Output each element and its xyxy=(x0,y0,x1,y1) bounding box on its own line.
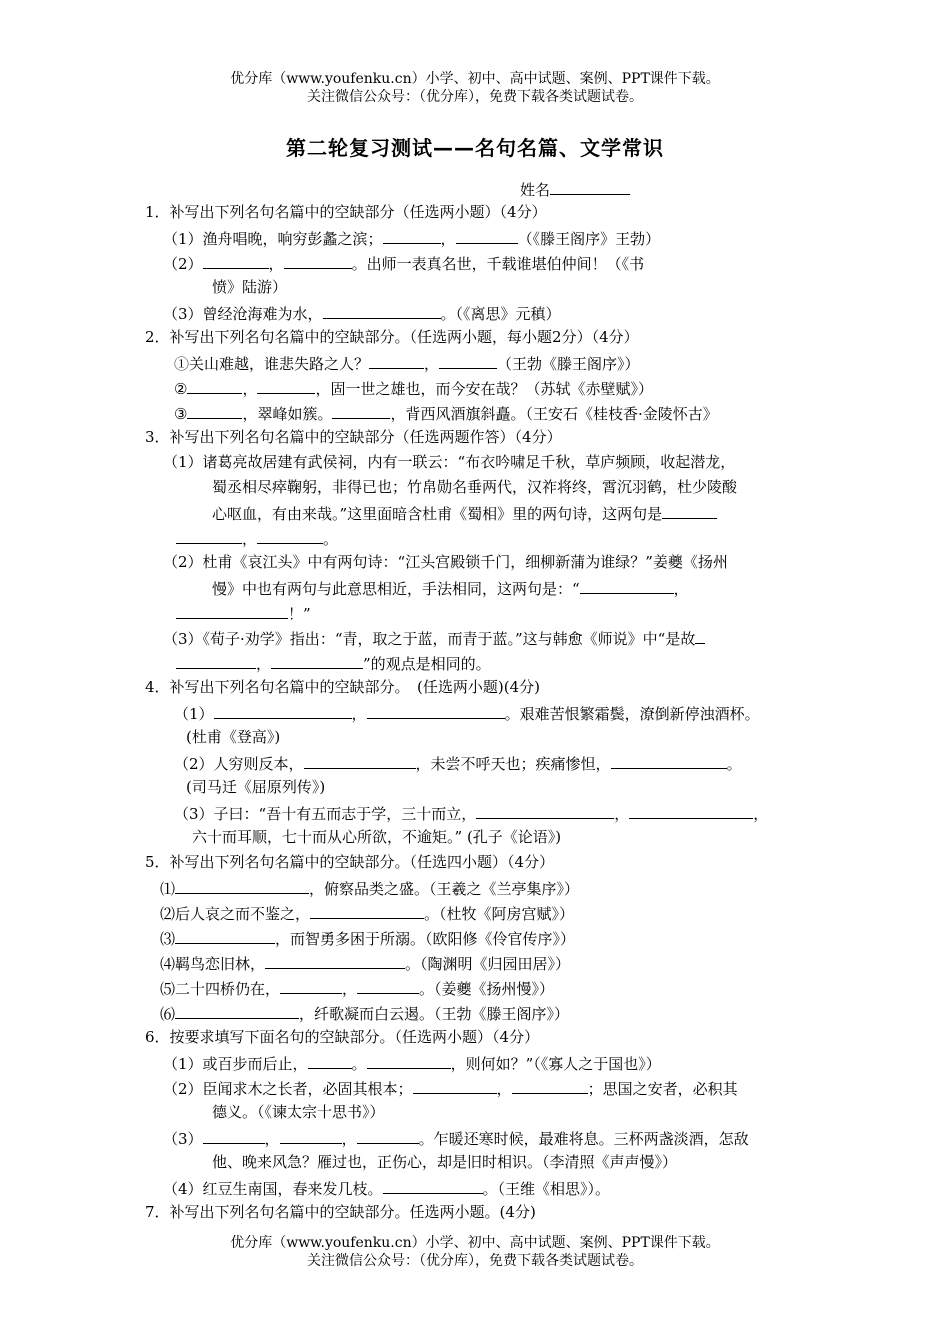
q2-item-1: ①关山难越，谁悲失路之人？ ， （王勃《滕王阁序》） xyxy=(174,352,640,374)
q5-item-5: ⑸二十四桥仍在， ， 。（姜夔《扬州慢》） xyxy=(160,977,554,999)
answer-blank[interactable] xyxy=(176,527,242,544)
answer-blank[interactable] xyxy=(175,927,275,944)
q2-stem: 2．补写出下列名句名篇中的空缺部分。（任选两小题，每小题2分）（4分） xyxy=(145,328,639,346)
q5-item-4: ⑷羁鸟恋旧林， 。（陶渊明《归园田居》） xyxy=(160,952,570,974)
answer-blank[interactable] xyxy=(214,702,352,719)
q5-item-2: ⑵后人哀之而不鉴之， 。（杜牧《阿房宫赋》） xyxy=(160,902,574,924)
answer-blank[interactable] xyxy=(265,952,405,969)
q3-item-3-line-1: （3）《荀子·劝学》指出：“青，取之于蓝，而青于蓝。”这与韩愈《师说》中“是故 xyxy=(163,627,705,649)
answer-blank[interactable] xyxy=(367,702,505,719)
site-footer-line-2: 关注微信公众号：（优分库），免费下载各类试题试卷。 xyxy=(307,1253,643,1269)
q6-stem: 6．按要求填写下面名句的空缺部分。（任选两小题）（4分） xyxy=(145,1028,540,1046)
answer-blank[interactable] xyxy=(367,1052,451,1069)
answer-blank[interactable] xyxy=(476,802,614,819)
answer-blank[interactable] xyxy=(257,377,315,394)
answer-blank[interactable] xyxy=(383,1177,483,1194)
q1-stem: 1．补写出下列名句名篇中的空缺部分（任选两小题）（4分） xyxy=(145,203,547,221)
answer-blank[interactable] xyxy=(176,602,288,619)
answer-blank[interactable] xyxy=(187,377,242,394)
q3-item-1-line-3: 心呕血，有由来哉。”这里面暗含杜甫《蜀相》里的两句诗，这两句是 xyxy=(212,502,717,524)
q5-item-1: ⑴ ，俯察品类之盛。（王羲之《兰亭集序》） xyxy=(160,877,579,899)
q3-item-1-line-4: ， 。 xyxy=(176,527,338,549)
q4-item-2-source: (司马迁《屈原列传》) xyxy=(186,778,326,796)
q3-stem: 3．补写出下列名句名篇中的空缺部分（任选两题作答）（4分） xyxy=(145,428,562,446)
q4-item-1: （1） ， 。艰难苦恨繁霜鬓，潦倒新停浊酒杯。 xyxy=(174,702,760,724)
q1-item-1: （1）渔舟唱晚，响穷彭蠡之滨； ， （《滕王阁序》王勃） xyxy=(163,227,660,249)
answer-blank[interactable] xyxy=(176,652,256,669)
answer-blank[interactable] xyxy=(629,802,753,819)
q3-item-1-line-1: （1）诸葛亮故居建有武侯祠，内有一联云：“布衣吟啸足千秋，草庐频顾，收起潜龙， xyxy=(163,453,736,471)
answer-blank[interactable] xyxy=(271,652,363,669)
answer-blank[interactable] xyxy=(580,577,674,594)
answer-blank[interactable] xyxy=(695,627,705,644)
name-label: 姓名 xyxy=(520,181,551,199)
q4-item-3-cont: 六十而耳顺，七十而从心所欲，不逾矩。” (孔子《论语》) xyxy=(192,828,562,846)
answer-blank[interactable] xyxy=(310,902,424,919)
q4-item-1-source: (杜甫《登高》) xyxy=(186,728,281,746)
q2-item-2: ② ， ，固一世之雄也，而今安在哉？（苏轼《赤壁赋》） xyxy=(174,377,653,399)
answer-blank[interactable] xyxy=(323,302,441,319)
answer-blank[interactable] xyxy=(662,502,717,519)
answer-blank[interactable] xyxy=(257,527,323,544)
q2-item-3: ③ ，翠峰如簇。 ，背西风酒旗斜矗。（王安石《桂枝香·金陵怀古》 xyxy=(174,402,718,424)
q4-stem: 4．补写出下列名句名篇中的空缺部分。 (任选两小题)(4分) xyxy=(145,678,540,696)
q6-item-3: （3） ， ， 。乍暖还寒时候，最难将息。三杯两盏淡酒，怎敌 xyxy=(163,1127,749,1149)
q5-item-3: ⑶ ，而智勇多困于所溺。（欧阳修《伶官传序》） xyxy=(160,927,575,949)
q6-item-2-cont: 德义。（《谏太宗十思书》） xyxy=(212,1103,385,1121)
page-title: 第二轮复习测试——名句名篇、文学常识 xyxy=(286,136,664,160)
q1-item-2-cont: 愤》陆游） xyxy=(212,278,288,296)
answer-blank[interactable] xyxy=(284,252,352,269)
site-header-line-1: 优分库（www.youfenku.cn）小学、初中、高中试题、案例、PPT课件下载。 xyxy=(230,71,720,87)
q3-item-1-line-2: 蜀丞相尽瘁鞠躬，非得已也；竹帛勋名垂两代，汉祚将终，霄沉羽鹤，杜少陵酸 xyxy=(212,478,738,496)
q5-item-6: ⑹ ，纤歌凝而白云遏。（王勃《滕王阁序》） xyxy=(160,1002,569,1024)
q4-item-2: （2）人穷则反本， ，未尝不呼天也；疾痛惨怛， 。 xyxy=(174,752,742,774)
site-header-line-2: 关注微信公众号：（优分库），免费下载各类试题试卷。 xyxy=(307,89,643,105)
name-blank[interactable] xyxy=(550,178,630,195)
answer-blank[interactable] xyxy=(357,1127,419,1144)
answer-blank[interactable] xyxy=(383,227,441,244)
answer-blank[interactable] xyxy=(512,1077,588,1094)
student-name-field[interactable] xyxy=(520,178,630,200)
answer-blank[interactable] xyxy=(175,877,309,894)
answer-blank[interactable] xyxy=(203,252,269,269)
answer-blank[interactable] xyxy=(280,977,342,994)
answer-blank[interactable] xyxy=(280,1127,342,1144)
q1-item-3: （3）曾经沧海难为水， 。（《离思》元稹） xyxy=(163,302,561,324)
q3-item-2-line-2: 慢》中也有两句与此意思相近，手法相同，这两句是：“ ， xyxy=(212,577,689,599)
answer-blank[interactable] xyxy=(203,1127,265,1144)
q3-item-2-line-1: （2）杜甫《哀江头》中有两句诗：“江头宫殿锁千门，细柳新蒲为谁绿？”姜夔《扬州 xyxy=(163,553,728,571)
answer-blank[interactable] xyxy=(175,1002,299,1019)
q3-item-3-line-2: ， ”的观点是相同的。 xyxy=(176,652,491,674)
q1-item-2: （2） ， 。出师一表真名世，千载谁堪伯仲间！（《书 xyxy=(163,252,644,274)
answer-blank[interactable] xyxy=(369,352,424,369)
q6-item-2: （2）臣闻求木之长者，必固其根本； ， ；思国之安者，必积其 xyxy=(163,1077,738,1099)
q6-item-3-cont: 他、晚来风急？雁过也，正伤心，却是旧时相识。（李清照《声声慢》） xyxy=(212,1153,678,1171)
q5-stem: 5．补写出下列名句名篇中的空缺部分。（任选四小题）（4分） xyxy=(145,853,555,871)
answer-blank[interactable] xyxy=(357,977,419,994)
answer-blank[interactable] xyxy=(611,752,727,769)
q3-item-2-line-3: ！” xyxy=(176,602,311,624)
q4-item-3: （3）子曰：“吾十有五而志于学，三十而立， ， ， xyxy=(174,802,768,824)
answer-blank[interactable] xyxy=(187,402,242,419)
q6-item-4: （4）红豆生南国，春来发几枝。 。（王维《相思》）。 xyxy=(163,1177,610,1199)
q7-stem: 7．补写出下列名句名篇中的空缺部分。任选两小题。(4分) xyxy=(145,1203,536,1221)
answer-blank[interactable] xyxy=(308,1052,352,1069)
q6-item-1: （1）或百步而后止， 。 ，则何如？”（《寡人之于国也》） xyxy=(163,1052,661,1074)
answer-blank[interactable] xyxy=(439,352,497,369)
site-footer-line-1: 优分库（www.youfenku.cn）小学、初中、高中试题、案例、PPT课件下载。 xyxy=(230,1235,720,1251)
answer-blank[interactable] xyxy=(304,752,416,769)
answer-blank[interactable] xyxy=(456,227,518,244)
answer-blank[interactable] xyxy=(332,402,390,419)
answer-blank[interactable] xyxy=(413,1077,497,1094)
